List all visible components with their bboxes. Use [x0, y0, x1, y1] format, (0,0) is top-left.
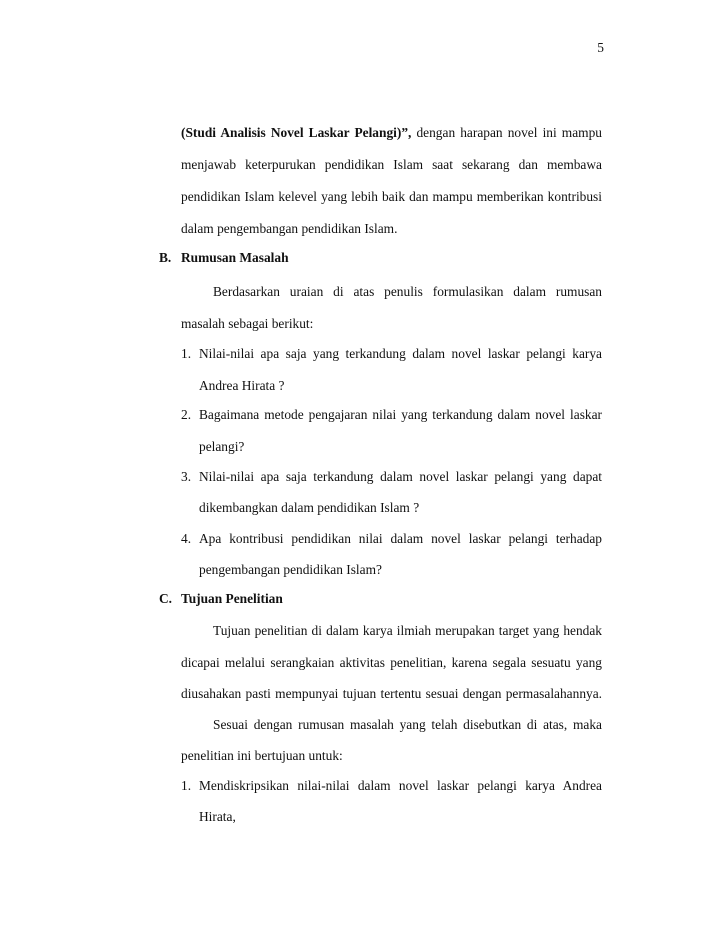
- section-b-para-line-2: masalah sebagai berikut:: [181, 316, 314, 331]
- page-number: 5: [597, 40, 604, 55]
- list-item-line-2: Hirata,: [199, 809, 236, 824]
- section-c-para2-line-2: penelitian ini bertujuan untuk:: [181, 748, 343, 763]
- section-b-para-line-1: Berdasarkan uraian di atas penulis formulasikan dalam rumusan: [213, 284, 602, 299]
- section-b-title: Rumusan Masalah: [181, 250, 289, 265]
- section-b-letter: B.: [159, 250, 172, 265]
- section-c-letter: C.: [159, 591, 173, 606]
- section-c-para2-line-1: Sesuai dengan rumusan masalah yang telah disebutkan di atas, maka: [213, 717, 602, 732]
- section-c-para1-line-1: Tujuan penelitian di dalam karya ilmiah merupakan target yang hendak: [213, 623, 602, 638]
- intro-title-bold: (Studi Analisis Novel Laskar Pelangi)”,: [181, 125, 412, 140]
- list-item-line-2: dikembangkan dalam pendidikan Islam ?: [199, 500, 420, 515]
- intro-line-3: pendidikan Islam kelevel yang lebih baik dan mampu memberikan kontribusi: [181, 189, 602, 204]
- section-c-para1-line-2: dicapai melalui serangkaian aktivitas penelitian, karena segala sesuatu yang: [181, 655, 602, 670]
- list-item-number: 4.: [181, 531, 192, 546]
- list-item-line-1: Apa kontribusi pendidikan nilai dalam novel laskar pelangi terhadap: [199, 531, 602, 546]
- section-c-title: Tujuan Penelitian: [181, 591, 283, 606]
- list-item-line-1: Nilai-nilai apa saja yang terkandung dalam novel laskar pelangi karya: [199, 346, 602, 361]
- list-item-number: 1.: [181, 346, 192, 361]
- intro-line-1-rest: dengan harapan novel ini mampu: [416, 125, 602, 140]
- section-b-heading: [159, 249, 289, 267]
- list-item-line-2: pengembangan pendidikan Islam?: [199, 562, 382, 577]
- list-item-line-2: pelangi?: [199, 439, 245, 454]
- section-c-heading: [159, 590, 283, 608]
- list-item-line-2: Andrea Hirata ?: [199, 378, 285, 393]
- list-item-number: 2.: [181, 407, 192, 422]
- section-c-para1-line-3: diusahakan pasti mempunyai tujuan tertentu sesuai dengan permasalahannya.: [181, 686, 602, 701]
- list-item-line-1: Nilai-nilai apa saja terkandung dalam novel laskar pelangi yang dapat: [199, 469, 602, 484]
- list-item-number: 3.: [181, 469, 192, 484]
- intro-line-1: [181, 124, 602, 142]
- intro-line-4: dalam pengembangan pendidikan Islam.: [181, 221, 398, 236]
- intro-line-2: menjawab keterpurukan pendidikan Islam saat sekarang dan membawa: [181, 157, 602, 172]
- list-item-line-1: Mendiskripsikan nilai-nilai dalam novel laskar pelangi karya Andrea: [199, 778, 602, 793]
- list-item-line-1: Bagaimana metode pengajaran nilai yang terkandung dalam novel laskar: [199, 407, 602, 422]
- list-item-number: 1.: [181, 778, 192, 793]
